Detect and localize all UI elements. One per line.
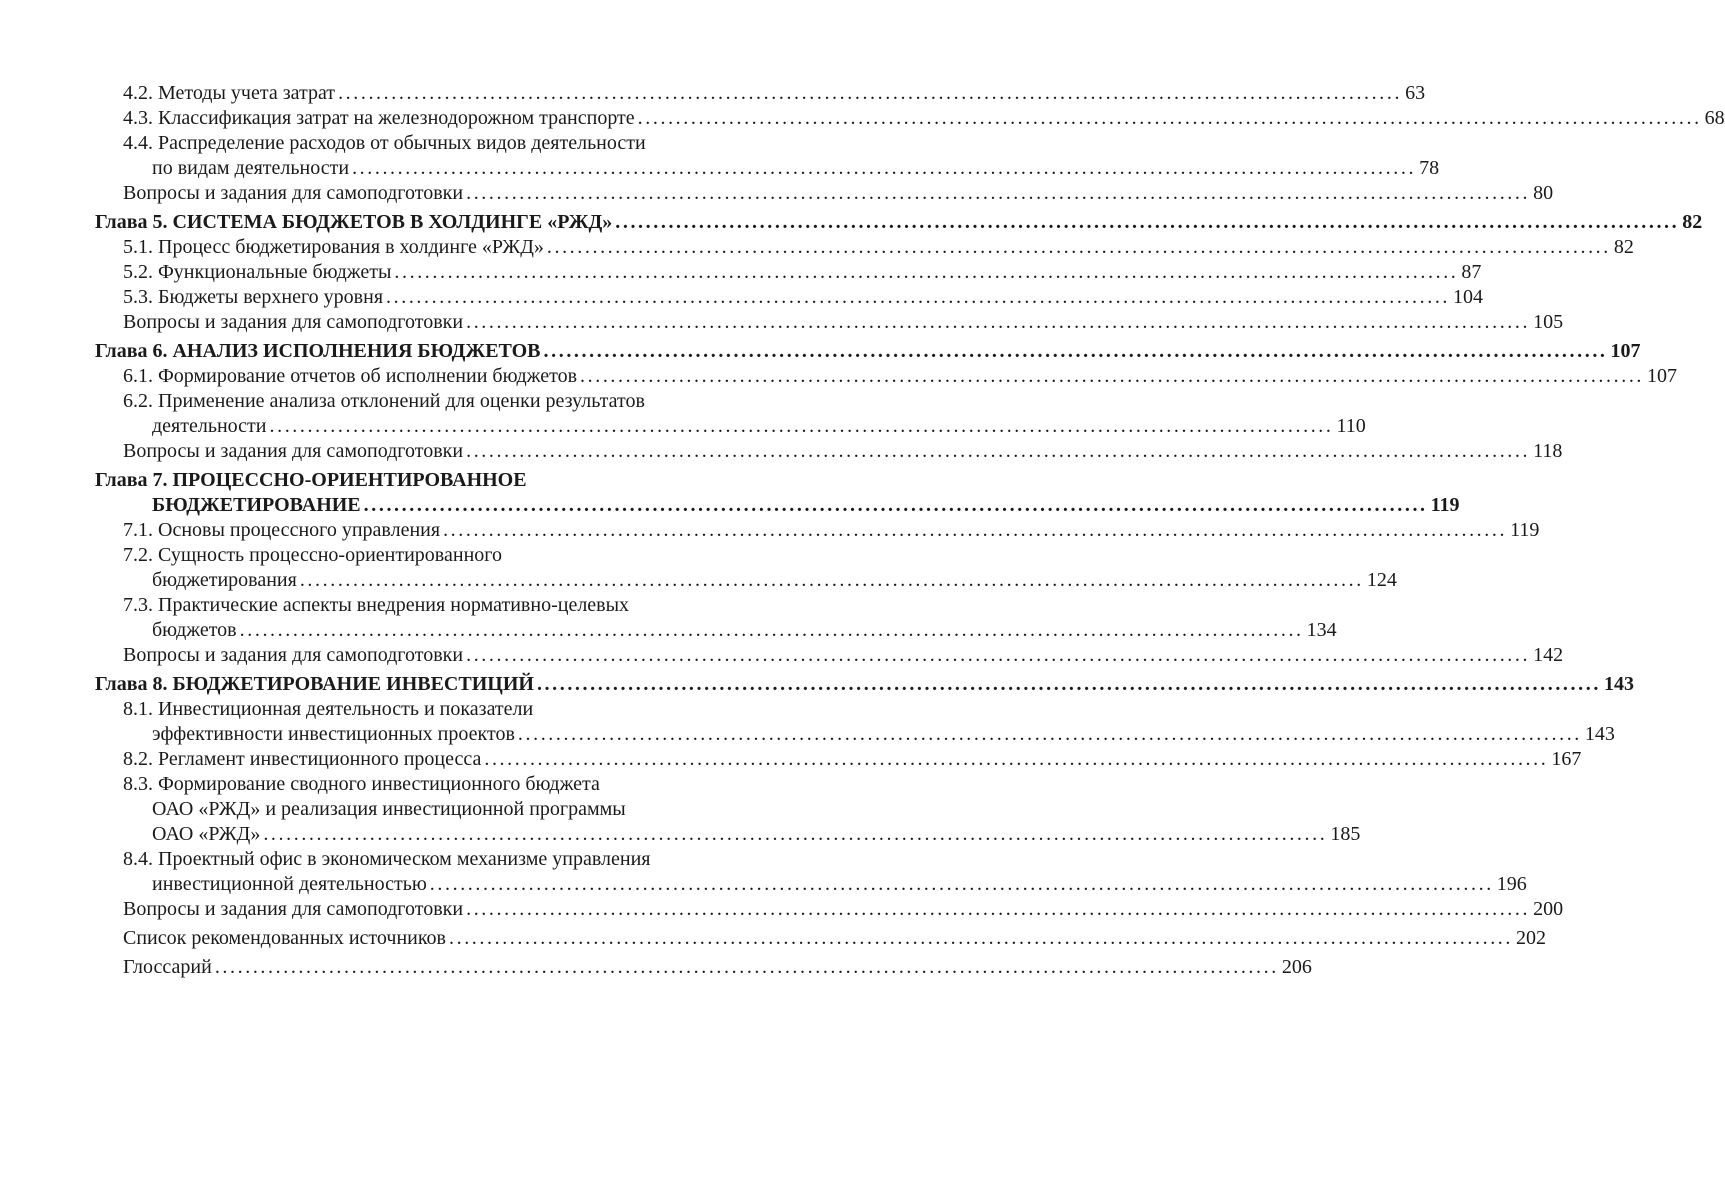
page-number: 107	[1610, 340, 1641, 362]
entry-title: 5.3. Бюджеты верхнего уровня	[123, 286, 384, 308]
entry-title: Вопросы и задания для самоподготовки	[123, 440, 464, 462]
page-number: 78	[1419, 157, 1440, 179]
dot-leader: ............................................................................................................................................	[263, 823, 1328, 845]
toc-entry	[95, 131, 767, 156]
dot-leader: ............................................................................................................................................	[363, 494, 1428, 516]
dot-leader: ............................................................................................................................................	[536, 673, 1601, 695]
toc-entry	[95, 722, 1615, 747]
page-number: 104	[1453, 286, 1484, 308]
chapter-heading	[95, 468, 767, 493]
entry-title: 8.1. Инвестиционная деятельность и показатели	[123, 698, 534, 720]
page-number: 87	[1461, 261, 1482, 283]
entry-title: 6.1. Формирование отчетов об исполнении бюджетов	[123, 365, 578, 387]
entry-title: Глоссарий	[123, 956, 212, 978]
page-number: 167	[1551, 748, 1582, 770]
dot-leader: ............................................................................................................................................	[352, 157, 1417, 179]
toc-entry	[95, 106, 1725, 131]
toc-entry	[95, 822, 1361, 847]
entry-title: бюджетирования	[152, 569, 297, 591]
entry-title: Вопросы и задания для самоподготовки	[123, 644, 464, 666]
toc-entry	[95, 897, 1564, 922]
chapter-heading	[95, 672, 1634, 697]
dot-leader: ............................................................................................................................................	[484, 748, 1549, 770]
page-number: 119	[1430, 494, 1460, 516]
page-number: 143	[1603, 673, 1634, 695]
entry-title: бюджетов	[152, 619, 237, 641]
dot-leader: ............................................................................................................................................	[214, 956, 1279, 978]
entry-title: Вопросы и задания для самоподготовки	[123, 182, 464, 204]
page-number: 82	[1613, 236, 1634, 258]
entry-title: Вопросы и задания для самоподготовки	[123, 311, 464, 333]
entry-title: инвестиционной деятельностью	[152, 873, 427, 895]
dot-leader: ............................................................................................................................................	[443, 519, 1508, 541]
page-number: 200	[1533, 898, 1564, 920]
toc-entry	[95, 697, 767, 722]
entry-title: 8.2. Регламент инвестиционного процесса	[123, 748, 482, 770]
toc-entry	[95, 81, 1426, 106]
toc-entry	[95, 955, 1312, 980]
dot-leader: ............................................................................................................................................	[466, 898, 1531, 920]
toc-entry	[95, 181, 1554, 206]
page-number: 68	[1704, 107, 1725, 129]
dot-leader: ............................................................................................................................................	[543, 340, 1608, 362]
toc-entry	[95, 310, 1564, 335]
entry-title: Глава 7. ПРОЦЕССНО-ОРИЕНТИРОВАННОЕ	[95, 469, 527, 491]
entry-title: 4.2. Методы учета затрат	[123, 82, 336, 104]
entry-title: Глава 5. СИСТЕМА БЮДЖЕТОВ В ХОЛДИНГЕ «РЖД»	[95, 211, 613, 233]
entry-title: 5.2. Функциональные бюджеты	[123, 261, 392, 283]
dot-leader: ............................................................................................................................................	[299, 569, 1364, 591]
chapter-heading	[95, 339, 1641, 364]
chapter-heading	[95, 493, 1460, 518]
entry-title: ОАО «РЖД» и реализация инвестиционной программы	[152, 798, 626, 820]
toc-entry	[95, 872, 1527, 897]
dot-leader: ............................................................................................................................................	[394, 261, 1459, 283]
entry-title: ОАО «РЖД»	[152, 823, 261, 845]
dot-leader: ............................................................................................................................................	[239, 619, 1304, 641]
toc-entry	[95, 543, 767, 568]
page-number: 119	[1510, 519, 1540, 541]
toc-entry	[95, 389, 767, 414]
dot-leader: ............................................................................................................................................	[338, 82, 1403, 104]
toc-entry	[95, 156, 1440, 181]
dot-leader: ............................................................................................................................................	[466, 311, 1531, 333]
toc-entry	[95, 439, 1563, 464]
page-number: 185	[1330, 823, 1361, 845]
page-number: 107	[1647, 365, 1678, 387]
page-number: 124	[1366, 569, 1397, 591]
entry-title: 4.3. Классификация затрат на железнодорожном транспорте	[123, 107, 635, 129]
entry-title: БЮДЖЕТИРОВАНИЕ	[152, 494, 361, 516]
dot-leader: ............................................................................................................................................	[466, 440, 1531, 462]
page-number: 142	[1533, 644, 1564, 666]
dot-leader: ............................................................................................................................................	[429, 873, 1494, 895]
chapter-heading	[95, 210, 1703, 235]
dot-leader: ............................................................................................................................................	[449, 927, 1513, 949]
dot-leader: ............................................................................................................................................	[269, 415, 1334, 437]
entry-title: 7.1. Основы процессного управления	[123, 519, 441, 541]
toc-entry	[95, 847, 767, 872]
entry-title: Глава 8. БЮДЖЕТИРОВАНИЕ ИНВЕСТИЦИЙ	[95, 673, 534, 695]
toc-entry	[95, 772, 767, 797]
page-number: 63	[1405, 82, 1426, 104]
toc-entry	[95, 364, 1678, 389]
page-number: 134	[1306, 619, 1337, 641]
page-number: 118	[1533, 440, 1563, 462]
entry-title: Список рекомендованных источников	[123, 927, 446, 949]
entry-title: по видам деятельности	[152, 157, 350, 179]
dot-leader: ............................................................................................................................................	[615, 211, 1680, 233]
entry-title: эффективности инвестиционных проектов	[152, 723, 515, 745]
toc-entry	[95, 414, 1366, 439]
entry-title: 5.1. Процесс бюджетирования в холдинге «РЖД»	[123, 236, 544, 258]
toc-entry	[95, 926, 1546, 951]
toc-entry	[95, 260, 1482, 285]
page-number: 206	[1281, 956, 1312, 978]
toc-entry	[95, 235, 1634, 260]
page-number: 196	[1496, 873, 1527, 895]
dot-leader: ............................................................................................................................................	[386, 286, 1451, 308]
page-number: 105	[1533, 311, 1564, 333]
dot-leader: ............................................................................................................................................	[517, 723, 1582, 745]
dot-leader: ............................................................................................................................................	[466, 182, 1531, 204]
entry-title: Глава 6. АНАЛИЗ ИСПОЛНЕНИЯ БЮДЖЕТОВ	[95, 340, 541, 362]
entry-title: деятельности	[152, 415, 267, 437]
page-number: 143	[1584, 723, 1615, 745]
toc-entry	[95, 797, 767, 822]
page-number: 110	[1336, 415, 1366, 437]
toc-entry	[95, 593, 767, 618]
toc-entry	[95, 618, 1337, 643]
page-number: 202	[1516, 927, 1546, 949]
entry-title: 4.4. Распределение расходов от обычных видов деятельности	[123, 132, 646, 154]
entry-title: 6.2. Применение анализа отклонений для оценки результатов	[123, 390, 645, 412]
dot-leader: ............................................................................................................................................	[466, 644, 1531, 666]
entry-title: 7.2. Сущность процессно-ориентированного	[123, 544, 502, 566]
dot-leader: ............................................................................................................................................	[546, 236, 1611, 258]
dot-leader: ............................................................................................................................................	[637, 107, 1702, 129]
dot-leader: ............................................................................................................................................	[580, 365, 1645, 387]
entry-title: 8.3. Формирование сводного инвестиционного бюджета	[123, 773, 600, 795]
entry-title: 8.4. Проектный офис в экономическом механизме управления	[123, 848, 651, 870]
entry-title: 7.3. Практические аспекты внедрения нормативно-целевых	[123, 594, 630, 616]
entry-title: Вопросы и задания для самоподготовки	[123, 898, 464, 920]
toc-entry	[95, 568, 1397, 593]
page-number: 80	[1533, 182, 1554, 204]
toc-entry	[95, 285, 1484, 310]
toc-entry	[95, 747, 1582, 772]
toc-entry	[95, 643, 1564, 668]
page-number: 82	[1682, 211, 1703, 233]
toc-entry	[95, 518, 1540, 543]
